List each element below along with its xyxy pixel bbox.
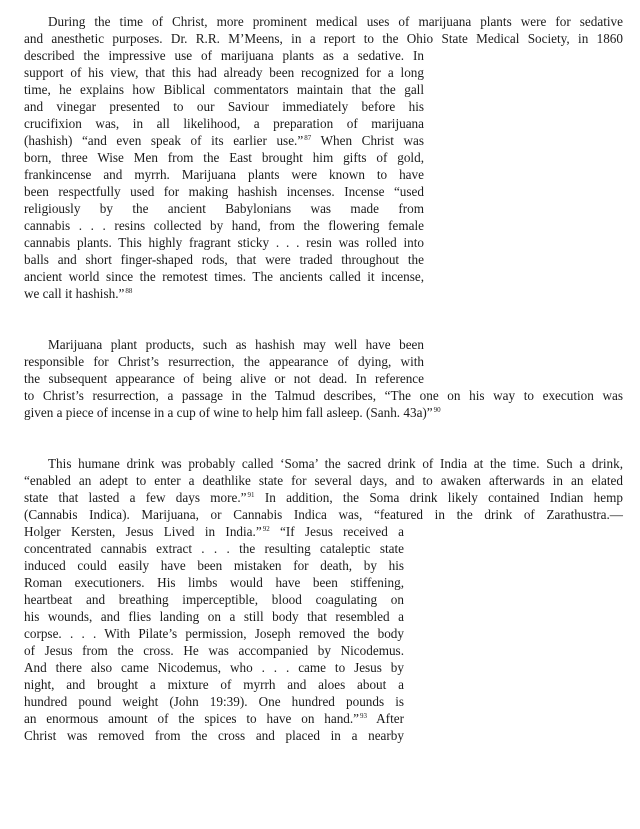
line-text: we call it hashish.” [24, 286, 125, 301]
line-text-after: After [367, 711, 404, 726]
line-text: (hashish) “and even speak of its earlier use.” [24, 133, 304, 148]
line-text-after: When Christ was [311, 133, 424, 148]
text-line: heartbeat and breathing imperceptible, blood coagulating on [24, 592, 404, 607]
footnote-marker: 91 [247, 491, 255, 499]
text-line: his wounds, and flies landing on a still body that resembled a [24, 609, 404, 624]
line-text: Holger Kersten, Jesus Lived in India.” [24, 524, 262, 539]
line-text: state that lasted a few days more.” [24, 490, 247, 505]
text-line: “enabled an adept to enter a deathlike state for several days, and to awaken afterwards in an elated [24, 473, 623, 488]
text-line: support of his view, that this had already been recognized for a long [24, 65, 424, 80]
text-line: During the time of Christ, more prominent medical uses of marijuana plants were for sedative [48, 14, 623, 29]
text-line [24, 524, 404, 540]
line-text: given a piece of incense in a cup of wine to help him fall asleep. (Sanh. 43a)” [24, 405, 433, 420]
text-line: Roman executioners. His limbs would have been stiffening, [24, 575, 404, 590]
text-line: And there also came Nicodemus, who . . . came to Jesus by [24, 660, 404, 675]
text-line [24, 133, 424, 149]
footnote-marker: 90 [433, 406, 441, 414]
footnote-marker: 87 [304, 134, 312, 142]
text-line: induced could easily have been mistaken for death, by his [24, 558, 404, 573]
text-line: (Cannabis Indica). Marijuana, or Cannabis Indica was, “featured in the drink of Zarathustra.— [24, 507, 623, 522]
text-line: hundred pound weight (John 19:39). One hundred pounds is [24, 694, 404, 709]
text-line: cannabis . . . resins collected by hand, from the flowering female [24, 218, 424, 233]
text-line: ancient world since the remotest times. The ancients called it incense, [24, 269, 424, 284]
text-line [24, 711, 404, 727]
text-line: Christ was removed from the cross and placed in a nearby [24, 728, 404, 743]
text-line: night, and brought a mixture of myrrh and aloes about a [24, 677, 404, 692]
line-text: an enormous amount of the spices to have on hand.” [24, 711, 360, 726]
text-line: of Jesus from the cross. He was accompanied by Nicodemus. [24, 643, 404, 658]
text-line: balls and short finger-shaped rods, that were traded throughout the [24, 252, 424, 267]
text-line: described the impressive use of marijuana plants as a sedative. In [24, 48, 424, 63]
line-text-after: “If Jesus received a [269, 524, 404, 539]
text-line: and anesthetic purposes. Dr. R.R. M’Meens, in a report to the Ohio State Medical Society, in 1860 [24, 31, 623, 46]
text-line: born, three Wise Men from the East brought him gifts of gold, [24, 150, 424, 165]
text-line [24, 405, 441, 421]
text-line: corpse. . . . With Pilate’s permission, Joseph removed the body [24, 626, 404, 641]
text-line: the subsequent appearance of being alive or not dead. In reference [24, 371, 424, 386]
footnote-marker: 92 [262, 525, 270, 533]
text-line: religiously by the ancient Babylonians was made from [24, 201, 424, 216]
line-text-after: In addition, the Soma drink likely contained Indian hemp [254, 490, 623, 505]
text-line: responsible for Christ’s resurrection, the appearance of dying, with [24, 354, 424, 369]
text-line: concentrated cannabis extract . . . the resulting cataleptic state [24, 541, 404, 556]
text-line [24, 490, 623, 506]
text-line: This humane drink was probably called ‘Soma’ the sacred drink of India at the time. Such a drink, [48, 456, 623, 471]
text-line: Marijuana plant products, such as hashish may well have been [48, 337, 424, 352]
text-line: cannabis plants. This highly fragrant sticky . . . resin was rolled into [24, 235, 424, 250]
text-line [24, 286, 132, 302]
footnote-marker: 93 [360, 712, 368, 720]
text-line: frankincense and myrrh. Marijuana plants were known to have [24, 167, 424, 182]
text-line: been respectfully used for making hashish incenses. Incense “used [24, 184, 424, 199]
footnote-marker: 88 [125, 287, 133, 295]
text-line: to Christ’s resurrection, a passage in the Talmud describes, “The one on his way to execution was [24, 388, 623, 403]
text-line: and vinegar presented to our Saviour immediately before his [24, 99, 424, 114]
text-line: time, he explains how Biblical commentators maintain that the gall [24, 82, 424, 97]
text-line: crucifixion was, in all likelihood, a preparation of marijuana [24, 116, 424, 131]
